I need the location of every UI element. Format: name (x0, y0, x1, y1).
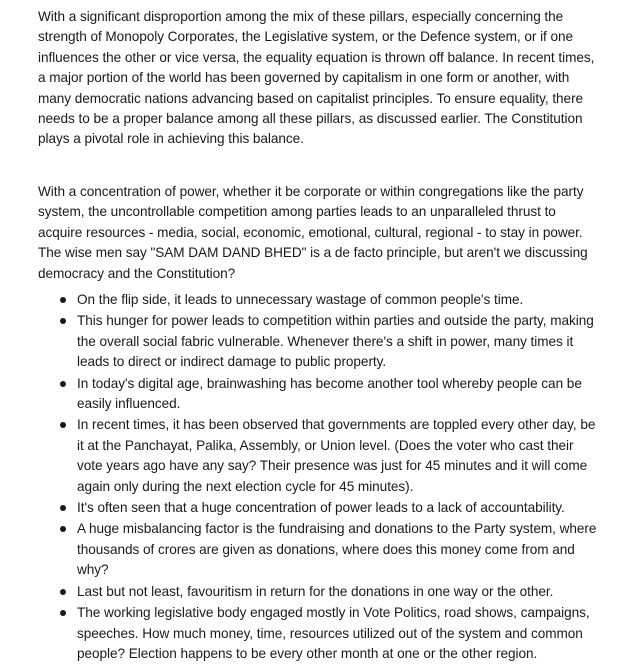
list-item (58, 415, 598, 497)
bullet-icon (60, 526, 66, 532)
list-item (58, 582, 598, 602)
list-item (58, 374, 598, 415)
list-item (58, 311, 598, 372)
list-item-text: The working legislative body engaged mostly in Vote Politics, road shows, campaigns, speeches. How much money, time, resources utilized out of the system and common people? Election happens to be every other month at one or the other region. (77, 605, 590, 661)
bullet-icon (60, 505, 66, 511)
paragraph-pillars-balance: With a significant disproportion among the mix of these pillars, especially concerning the strength of Monopoly Corporates, the Legislative system, or the Defence system, or if one influences the other or vice versa, the equality equation is thrown off balance. In recent times, a major portion of the world has been governed by capitalism in one form or another, with many democratic nations advancing based on capitalist principles. To ensure equality, there needs to be a proper balance among all these pillars, as discussed earlier. The Constitution plays a pivotal role in achieving this balance. (38, 9, 595, 147)
list-item (58, 498, 598, 518)
list-item (58, 519, 598, 580)
list-item (58, 603, 598, 664)
bullet-icon (60, 422, 66, 428)
list-item-text: In recent times, it has been observed that governments are toppled every other day, be it at the Panchayat, Palika, Assembly, or Union level. (Does the voter who cast their vote years ago have any say? Their presence was just for 45 minutes and it will come again only during the next election cycle for 45 minutes). (77, 417, 596, 494)
list-item-text: On the flip side, it leads to unnecessary wastage of common people's time. (77, 292, 524, 307)
bullet-icon (60, 381, 66, 387)
list-item (58, 290, 598, 310)
bullet-icon (60, 610, 66, 616)
list-item-text: Last but not least, favouritism in return for the donations in one way or the other. (77, 583, 554, 599)
bullet-icon (60, 589, 66, 595)
paragraph-concentration-of-power: With a concentration of power, whether it be corporate or within congregations like the party system, the uncontrollable competition among parties leads to an unparalleled thrust to acquire resources - media, social, economic, emotional, cultural, regional - to stay in power. The wise men say "SAM DAM DAND BHED" is a de facto principle, but aren't we discussing democracy and the Constitution? (38, 184, 588, 281)
list-item-text: In today's digital age, brainwashing has become another tool whereby people can be easily influenced. (77, 375, 582, 412)
bullet-icon (60, 318, 66, 324)
list-item-text: This hunger for power leads to competition within parties and outside the party, making the overall social fabric vulnerable. Whenever there's a shift in power, many times it leads to direct or indirect damage to public property. (77, 313, 594, 370)
list-item-text: It's often seen that a huge concentration of power leads to a lack of accountability. (77, 500, 565, 516)
list-item-text: A huge misbalancing factor is the fundraising and donations to the Party system, where thousands of crores are given as donations, where does this money come from and why? (77, 521, 597, 578)
bullet-icon (60, 297, 66, 303)
bullet-list (58, 290, 598, 665)
